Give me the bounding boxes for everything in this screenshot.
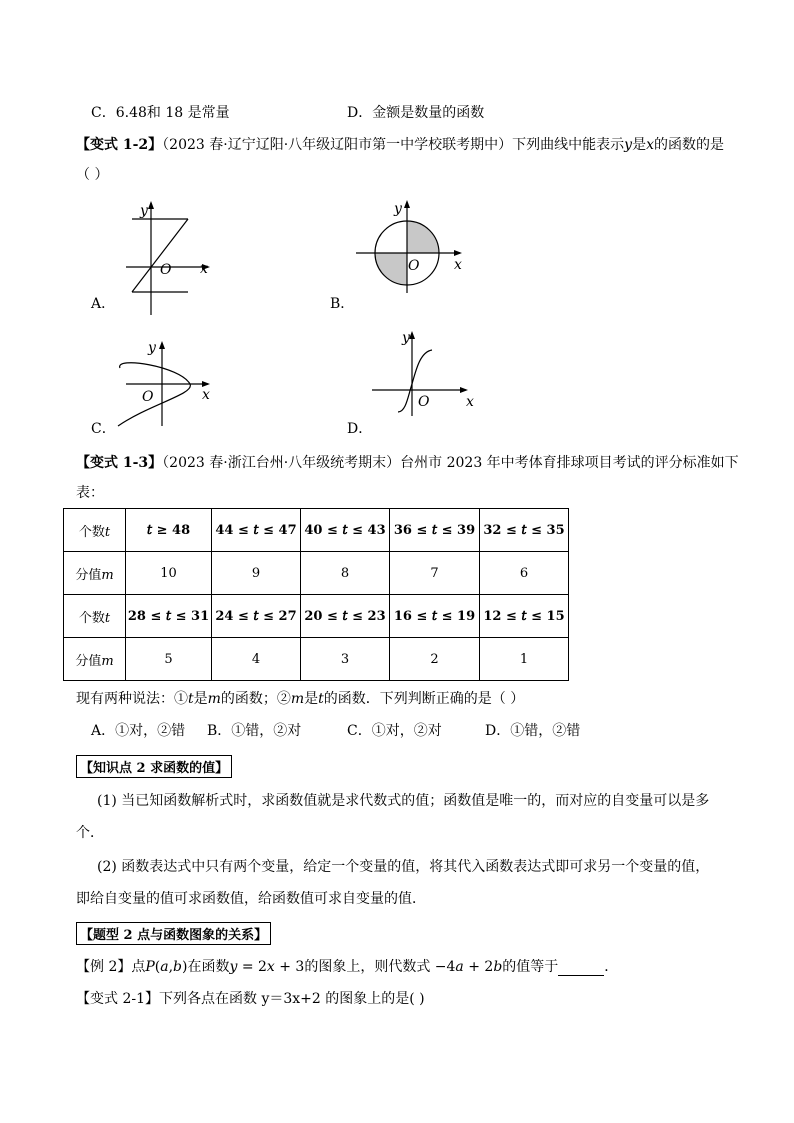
table-cell: 𝑡 ≥ 48: [126, 509, 212, 552]
graph-a-x-label: x: [200, 261, 208, 277]
example-2: 【例 2】点𝑃(𝑎,𝑏)在函数𝑦 = 2𝑥 + 3的图象上，则代数式 −4𝑎 + 2𝑏的值等于 ．: [76, 959, 619, 975]
variant-1-2-paren: （ ）: [76, 167, 109, 183]
table-cell: 7: [390, 552, 480, 595]
table-cell: 32 ≤ 𝑡 ≤ 35: [480, 509, 569, 552]
table-cell: 24 ≤ 𝑡 ≤ 27: [212, 595, 301, 638]
label-d: D．: [347, 421, 373, 437]
graph-d-y-label: y: [402, 330, 410, 346]
table-cell: 2: [390, 638, 480, 681]
table-cell: 1: [480, 638, 569, 681]
option-a: A．①对，②错: [91, 723, 186, 739]
graph-d: [368, 326, 478, 422]
score-table: [63, 508, 569, 681]
variant-2-1: 【变式 2-1】下列各点在函数 y＝3x+2 的图象上的是( ): [76, 991, 425, 1007]
graph-b: [352, 195, 472, 299]
table-cell: 28 ≤ 𝑡 ≤ 31: [126, 595, 212, 638]
answer-blank[interactable]: [558, 961, 604, 976]
row-label-count: 个数𝑡: [64, 509, 126, 552]
row-label-score: 分值𝑚: [64, 638, 126, 681]
table-cell: 9: [212, 552, 301, 595]
table-cell: 4: [212, 638, 301, 681]
graph-a: [118, 197, 228, 321]
graph-d-x-label: x: [466, 394, 474, 410]
knowledge-p1-line1: (1) 当已知函数解析式时，求函数值就是求代数式的值；函数值是唯一的，而对应的自变量可以是多: [97, 793, 710, 809]
table-cell: 44 ≤ 𝑡 ≤ 47: [212, 509, 301, 552]
graph-b-x-label: x: [454, 257, 462, 273]
table-cell: 12 ≤ 𝑡 ≤ 15: [480, 595, 569, 638]
table-row: [64, 595, 569, 638]
graph-b-origin: O: [408, 258, 420, 274]
table-row: [64, 509, 569, 552]
option-d: D．①错，②错: [485, 723, 581, 739]
graph-c-y-label: y: [148, 340, 156, 356]
knowledge-point-2-title: 【知识点 2 求函数的值】: [76, 755, 232, 778]
table-cell: 36 ≤ 𝑡 ≤ 39: [390, 509, 480, 552]
table-row: [64, 552, 569, 595]
table-cell: 5: [126, 638, 212, 681]
table-cell: 16 ≤ 𝑡 ≤ 19: [390, 595, 480, 638]
option-d-top: D．金额是数量的函数: [347, 105, 485, 121]
variant-1-2-question: 【变式 1-2】（2023 春·辽宁辽阳·八年级辽阳市第一中学校联考期中）下列曲线中能表示y是x的函数的是: [76, 137, 724, 153]
knowledge-p2-line1: (2) 函数表达式中只有两个变量，给定一个变量的值，将其代入函数表达式即可求另一个变量的值，: [97, 859, 710, 875]
graph-c-origin: O: [142, 389, 154, 405]
knowledge-p1-line2: 个．: [76, 825, 104, 841]
knowledge-p2-line2: 即给自变量的值可求函数值，给函数值可求自变量的值．: [76, 891, 426, 907]
option-b: B．①错，②对: [207, 723, 302, 739]
variant-1-3-question: 【变式 1-3】（2023 春·浙江台州·八年级统考期末）台州市 2023 年中考体育排球项目考试的评分标准如下: [76, 455, 739, 471]
table-cell: 6: [480, 552, 569, 595]
variant-1-3-statement: 现有两种说法：①𝑡是𝑚的函数；②𝑚是𝑡的函数．下列判断正确的是（ ）: [76, 691, 525, 707]
label-b: B．: [330, 296, 355, 312]
graph-c-x-label: x: [202, 387, 210, 403]
label-a: A．: [91, 296, 116, 312]
table-cell: 20 ≤ 𝑡 ≤ 23: [301, 595, 390, 638]
table-row: [64, 638, 569, 681]
row-label-count: 个数𝑡: [64, 595, 126, 638]
label-c: C．: [91, 421, 116, 437]
table-cell: 10: [126, 552, 212, 595]
graph-a-origin: O: [160, 262, 172, 278]
option-c-top: C．6.48和 18 是常量: [91, 105, 230, 121]
graph-c: [110, 336, 220, 432]
option-c: C．①对，②对: [347, 723, 442, 739]
graph-b-y-label: y: [394, 201, 402, 217]
graph-d-origin: O: [418, 394, 430, 410]
table-cell: 3: [301, 638, 390, 681]
graph-a-y-label: y: [140, 203, 148, 219]
variant-1-3-question-cont: 表：: [76, 485, 104, 501]
row-label-score: 分值𝑚: [64, 552, 126, 595]
table-cell: 8: [301, 552, 390, 595]
type-2-title: 【题型 2 点与函数图象的关系】: [76, 922, 271, 945]
table-cell: 40 ≤ 𝑡 ≤ 43: [301, 509, 390, 552]
